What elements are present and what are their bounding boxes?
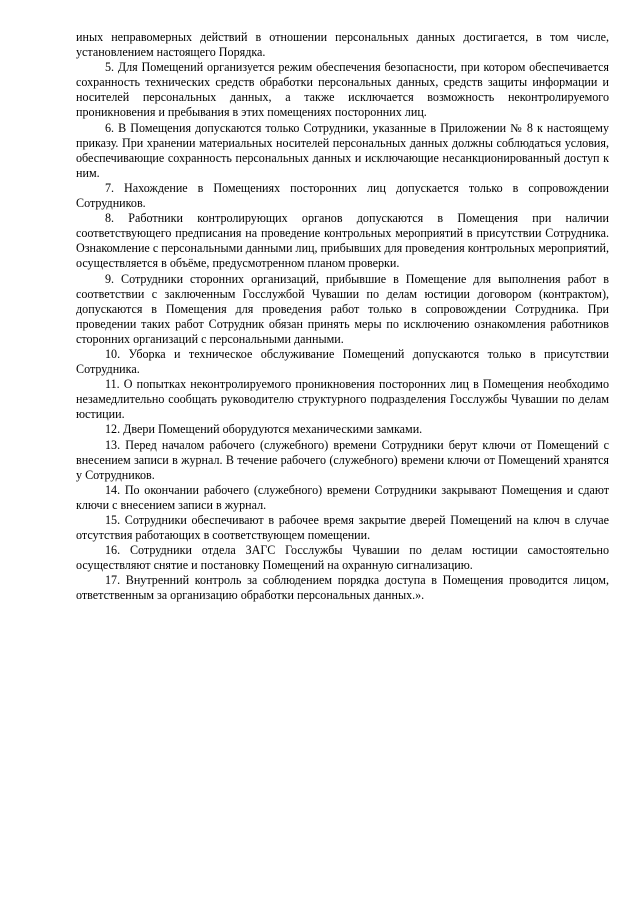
paragraph-item-16: 16. Сотрудники отдела ЗАГС Госслужбы Чувашии по делам юстиции самостоятельно осуществляют снятие и постановку Помещений на охранную сигнализацию. (76, 543, 609, 573)
paragraph-item-5: 5. Для Помещений организуется режим обеспечения безопасности, при котором обеспечивается сохранность технических средств обработки персональных данных, средств защиты информации и носителей персональных данных, а также исключается возможность неконтролируемого проникновения и пребывания в этих помещениях посторонних лиц. (76, 60, 609, 120)
document-page (76, 30, 609, 604)
paragraph-item-17: 17. Внутренний контроль за соблюдением порядка доступа в Помещения проводится лицом, ответственным за организацию обработки персональных данных.». (76, 573, 609, 603)
paragraph-item-14: 14. По окончании рабочего (служебного) времени Сотрудники закрывают Помещения и сдают ключи с внесением записи в журнал. (76, 482, 609, 512)
paragraph-item-13: 13. Перед началом рабочего (служебного) времени Сотрудники берут ключи от Помещений с внесением записи в журнал. В течение рабочего (служебного) времени ключи от Помещений хранятся у Сотрудников. (76, 437, 609, 482)
paragraph-item-11: 11. О попытках неконтролируемого проникновения посторонних лиц в Помещения необходимо незамедлительно сообщать руководителю структурного подразделения Госслужбы Чувашии по делам юстиции. (76, 377, 609, 422)
paragraph-item-6: 6. В Помещения допускаются только Сотрудники, указанные в Приложении № 8 к настоящему приказу. При хранении материальных носителей персональных данных должны соблюдаться условия, обеспечивающие сохранность персональных данных и исключающие несанкционированный доступ к ним. (76, 120, 609, 180)
paragraph-item-10: 10. Уборка и техническое обслуживание Помещений допускаются только в присутствии Сотрудника. (76, 346, 609, 377)
paragraph-item-15: 15. Сотрудники обеспечивают в рабочее время закрытие дверей Помещений на ключ в случае отсутствия работающих в соответствующем помещении. (76, 513, 609, 543)
paragraph-continuation: иных неправомерных действий в отношении персональных данных достигается, в том числе, установлением настоящего Порядка. (76, 30, 609, 60)
paragraph-item-9: 9. Сотрудники сторонних организаций, прибывшие в Помещение для выполнения работ в соответствии с заключенным Госслужбой Чувашии по делам юстиции договором (контрактом), допускаются в Помещения для проведения работ только в сопровождении Сотрудника. При проведении таких работ Сотрудник обязан принять меры по исключению ознакомления работников сторонних организаций с персональными данными. (76, 271, 609, 346)
paragraph-item-8: 8. Работники контролирующих органов допускаются в Помещения при наличии соответствующего предписания на проведение контрольных мероприятий в присутствии Сотрудника. Ознакомление с персональными данными лиц, прибывших для проведения контрольных мероприятий, осуществляется в объёме, предусмотренном планом проверки. (76, 211, 609, 271)
paragraph-item-7: 7. Нахождение в Помещениях посторонних лиц допускается только в сопровождении Сотрудников. (76, 180, 609, 211)
paragraph-item-12: 12. Двери Помещений оборудуются механическими замками. (105, 422, 423, 437)
